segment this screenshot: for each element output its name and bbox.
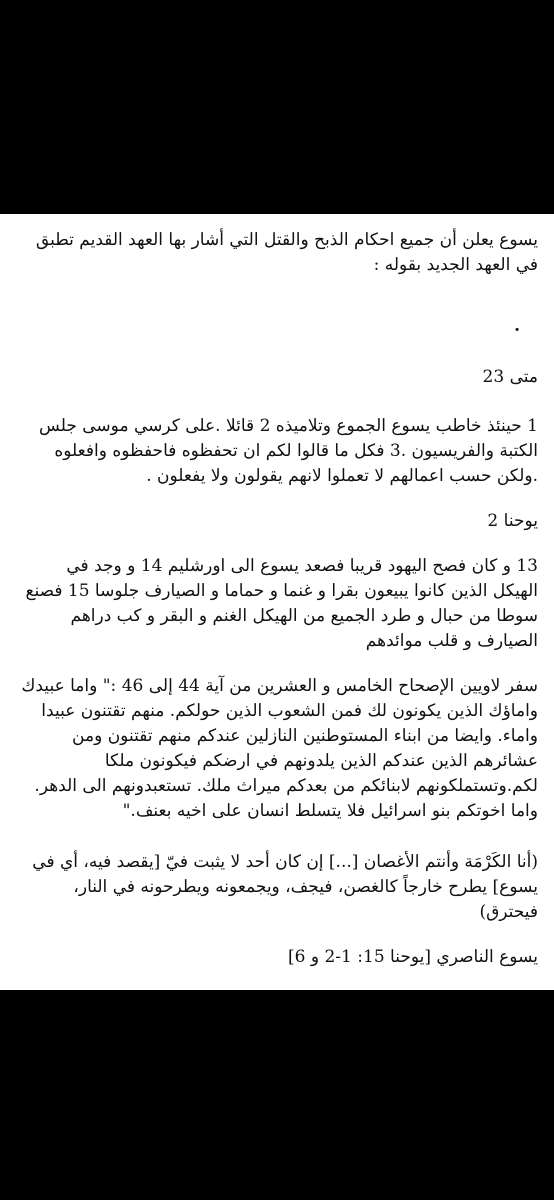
john15-passage: (أنا الكَرْمَة وأنتم الأغصان [...] إن كان أحد لا يثبت فيّ [يقصد فيه، أي في يسوع] يطرح خارجاً كالغصن، فيجف، ويجمعونه ويطرحونه في النار، فيحترق) <box>32 852 538 922</box>
dot-text: . <box>514 316 520 336</box>
dot-marker <box>16 314 538 339</box>
john2-passage: 13 و كان فصح اليهود قريبا فصعد يسوع الى اورشليم 14 و وجد في الهيكل الذين كانوا يبيعون بقرا و غنما و حماما و الصيارف جلوسا 15 فصنع سوطا من حبال و طرد الجميع من الهيكل الغنم و البقر و كب دراهم الصيارف و قلب موائدهم <box>25 556 538 651</box>
document-body <box>16 228 538 970</box>
john15-reference: يسوع الناصري [يوحنا 15: 1-2 و 6] <box>287 947 538 967</box>
document-page <box>0 214 554 990</box>
matthew-reference: متى 23 <box>482 367 538 387</box>
matthew-passage: 1 حينئذ خاطب يسوع الجموع وتلاميذه 2 قائلا .على كرسي موسى جلس الكتبة والفريسيون .3 فكل ما قالوا لكم ان تحفظوه فاحفظوه وافعلوه .ولكن حسب اعمالهم لا تعملوا لانهم يقولون ولا يفعلون . <box>39 416 538 486</box>
leviticus-passage: سفر لاويين الإصحاح الخامس و العشرين من آية 44 إلى 46 :" واما عبيدك واماؤك الذين يكونون لك فمن الشعوب الذين حولكم. منهم تقتنون عبيدا واماء. وايضا من ابناء المستوطنين النازلين عندكم منهم تقتنون ومن عشائرهم الذين عندكم الذين يلدونهم في ارضكم فيكونون ملكا لكم.وتستملكونهم لابنائكم من بعدكم ميراث ملك. تستعبدونهم الى الدهر. واما اخوتكم بنو اسرائيل فلا يتسلط انسان على اخيه بعنف." <box>21 676 538 821</box>
intro-paragraph: يسوع يعلن أن جميع احكام الذبح والقتل التي أشار بها العهد القديم تطبق في العهد الجديد بقوله : <box>35 230 538 275</box>
john2-reference: يوحنا 2 <box>487 511 538 531</box>
